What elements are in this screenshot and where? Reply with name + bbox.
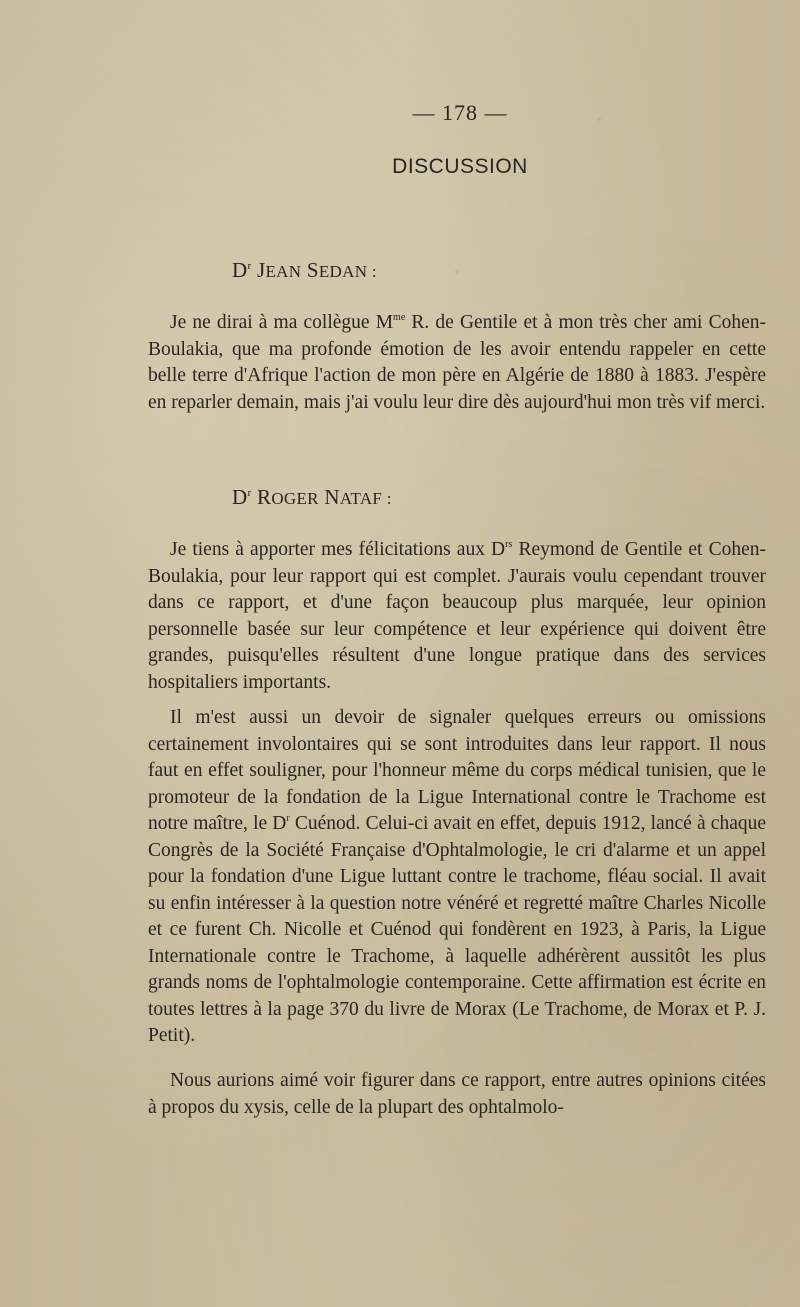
speaker-heading-sedan <box>232 258 377 283</box>
paragraph-nataf-1 <box>148 537 766 696</box>
paragraph-nataf-3: Nous aurions aimé voir figurer dans ce rapport, entre autres opinions citées à propos du xysis, celle de la plupart des ophtalmolo- <box>148 1070 766 1118</box>
speaker-prefix-sup: r <box>247 260 252 272</box>
paragraph-nataf-2 <box>148 705 766 1050</box>
speaker-heading-nataf <box>232 485 392 510</box>
paragraph-text: Je ne dirai à ma collègue M <box>170 312 394 333</box>
speaker-first-initial: J <box>257 258 266 282</box>
paragraph-sedan <box>148 310 766 416</box>
paragraph-text: Cuénod. Celui-ci avait en effet, depuis 1912, lancé à chaque Congrès de la Société Française d'Ophtalmologie, le cri d'alarme et un appel pour la fondation d'une Ligue luttant contre le trachome, fléau social. Il avait su enfin intéresser à la question notre vénéré et regretté maître Charles Nicolle et ce furent Ch. Nicolle et Cuénod qui fondèrent en 1923, à Paris, la Ligue Internationale contre le Trachome, à laquelle adhérèrent aussitôt les plus grands noms de l'ophtalmologie contemporaine. Cette affirmation est écrite en toutes lettres à la page 370 du livre de Morax (Le Trachome, de Morax et P. J. Petit). <box>148 813 766 1046</box>
paragraph-sup: me <box>393 312 406 323</box>
page-number: — 178 — <box>412 100 508 125</box>
paragraph-sup: rs <box>505 539 513 550</box>
paragraph-sup: r <box>286 813 290 824</box>
section-title: DISCUSSION <box>392 155 528 178</box>
speaker-colon: : <box>367 262 377 281</box>
speaker-last-initial: S <box>306 258 319 282</box>
speaker-last-initial: N <box>324 485 340 509</box>
speaker-prefix-sup: r <box>247 487 252 499</box>
speaker-first-initial: R <box>257 485 272 509</box>
speaker-prefix: D <box>232 485 248 509</box>
speaker-prefix: D <box>232 258 248 282</box>
paragraph-text: Il m'est aussi un devoir de signaler quelques erreurs ou omissions certainement involontaires qui se sont introduites dans leur rapport. Il nous faut en effet souligner, pour l'honneur même du corps médical tunisien, que le promoteur de la fondation de la Ligue International contre le Trachome est notre maître, le D <box>148 707 766 834</box>
paragraph-text: R. de Gentile et à mon très cher ami Cohen-Boulakia, que ma profonde émotion de les avoir entendu rappeler en cette belle terre d'Afrique l'action de mon père en Algérie de 1880 à 1883. J'espère en reparler demain, mais j'ai voulu leur dire dès aujourd'hui mon très vif merci. <box>148 312 767 413</box>
speaker-colon: : <box>382 489 392 508</box>
speaker-last-rest: EDAN <box>318 262 368 281</box>
speaker-first-rest: OGER <box>271 489 319 508</box>
paragraph-text: Je tiens à apporter mes félicitations aux D <box>170 539 506 560</box>
speaker-last-rest: ATAF <box>339 489 383 508</box>
paragraph-text: Reymond de Gentile et Cohen-Boulakia, pour leur rapport qui est complet. J'aurais voulu cependant trouver dans ce rapport, et d'une façon beaucoup plus marquée, leur opinion personnelle basée sur leur compétence et leur expérience qui doivent être grandes, puisqu'elles résultent d'une longue pratique dans des services hospitaliers importants. <box>148 539 766 693</box>
speaker-first-rest: EAN <box>265 262 302 281</box>
paper-speck <box>455 270 459 274</box>
